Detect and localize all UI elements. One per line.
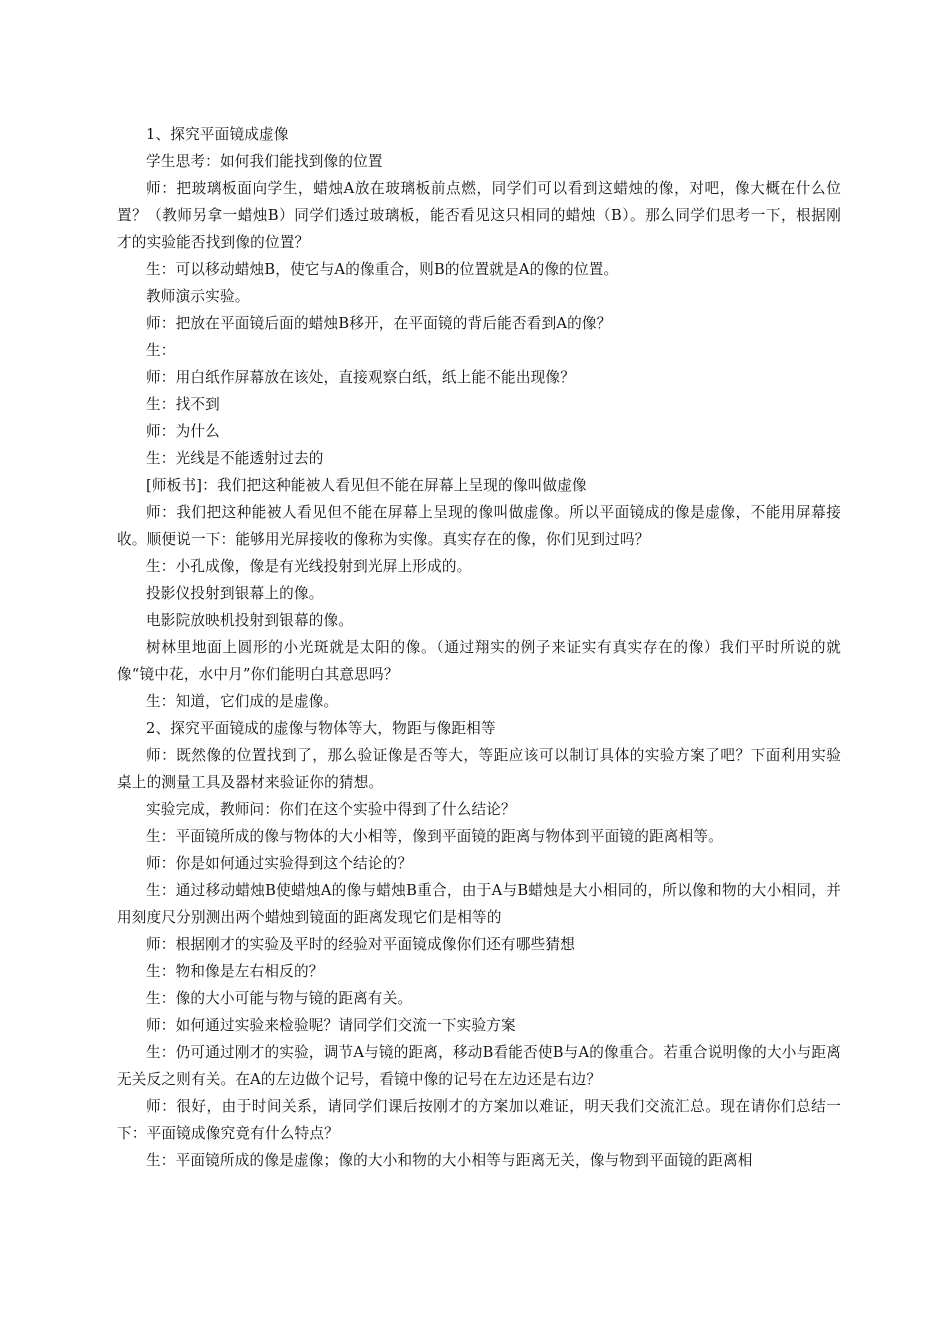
paragraph: 生：像的大小可能与物与镜的距离有关。 (146, 990, 413, 1007)
paragraph: 师：把玻璃板面向学生，蜡烛A放在玻璃板前点燃，同学们可以看到这蜡烛的像，对吧，像大概在什么位置？（教师另拿一蜡烛B）同学们透过玻璃板，能否看见这只相同的蜡烛（B）。那么同学们思考一下，根据刚才的实验能否找到像的位置？ (117, 180, 841, 251)
paragraph: 生：平面镜所成的像与物体的大小相等，像到平面镜的距离与物体到平面镜的距离相等。 (146, 828, 723, 845)
paragraph: 生：小孔成像，像是有光线投射到光屏上形成的。 (146, 558, 472, 575)
paragraph: 生：平面镜所成的像是虚像；像的大小和物的大小相等与距离无关，像与物到平面镜的距离相 (146, 1152, 753, 1169)
paragraph: 师：把放在平面镜后面的蜡烛B移开，在平面镜的背后能否看到A的像？ (146, 315, 612, 332)
paragraph: 电影院放映机投射到银幕的像。 (146, 612, 354, 629)
paragraph: 教师演示实验。 (146, 288, 250, 305)
paragraph: 师：根据刚才的实验及平时的经验对平面镜成像你们还有哪些猜想 (146, 936, 576, 953)
paragraph: [师板书]：我们把这种能被人看见但不能在屏幕上呈现的像叫做虚像 (146, 477, 587, 494)
paragraph: 生：光线是不能透射过去的 (146, 450, 324, 467)
paragraph: 师：如何通过实验来检验呢？请同学们交流一下实验方案 (146, 1017, 516, 1034)
paragraph: 师：用白纸作屏幕放在该处，直接观察白纸，纸上能不能出现像？ (146, 369, 576, 386)
paragraph: 师：很好，由于时间关系，请同学们课后按刚才的方案加以难证，明天我们交流汇总。现在请你们总结一下：平面镜成像究竟有什么特点？ (117, 1098, 841, 1142)
paragraph: 生：通过移动蜡烛B使蜡烛A的像与蜡烛B重合，由于A与B蜡烛是大小相同的，所以像和物的大小相同，并用刻度尺分别测出两个蜡烛到镜面的距离发现它们是相等的 (117, 882, 841, 926)
section-heading-1: 1、探究平面镜成虚像 (146, 126, 289, 143)
paragraph: 师：你是如何通过实验得到这个结论的？ (146, 855, 413, 872)
paragraph: 生： (146, 342, 176, 359)
paragraph: 实验完成，教师问：你们在这个实验中得到了什么结论？ (146, 801, 516, 818)
paragraph: 师：既然像的位置找到了，那么验证像是否等大，等距应该可以制订具体的实验方案了吧？下面利用实验桌上的测量工具及器材来验证你的猜想。 (117, 747, 841, 791)
paragraph: 生：物和像是左右相反的？ (146, 963, 324, 980)
section-heading-2: 2、探究平面镜成的虚像与物体等大，物距与像距相等 (146, 720, 496, 737)
paragraph: 树林里地面上圆形的小光斑就是太阳的像。（通过翔实的例子来证实有真实存在的像）我们平时所说的就像“镜中花，水中月”你们能明白其意思吗？ (117, 639, 841, 683)
paragraph: 生：知道，它们成的是虚像。 (146, 693, 339, 710)
paragraph: 师：为什么 (146, 423, 220, 440)
paragraph: 投影仪投射到银幕上的像。 (146, 585, 324, 602)
paragraph: 生：找不到 (146, 396, 220, 413)
paragraph: 生：可以移动蜡烛B，使它与A的像重合，则B的位置就是A的像的位置。 (146, 261, 619, 278)
paragraph: 学生思考：如何我们能找到像的位置 (146, 153, 383, 170)
document-page (117, 121, 841, 1174)
paragraph: 生：仍可通过刚才的实验，调节A与镜的距离，移动B看能否使B与A的像重合。若重合说明像的大小与距离无关反之则有关。在A的左边做个记号，看镜中像的记号在左边还是右边？ (117, 1044, 841, 1088)
paragraph: 师：我们把这种能被人看见但不能在屏幕上呈现的像叫做虚像。所以平面镜成的像是虚像，不能用屏幕接收。顺便说一下：能够用光屏接收的像称为实像。真实存在的像，你们见到过吗？ (117, 504, 841, 548)
